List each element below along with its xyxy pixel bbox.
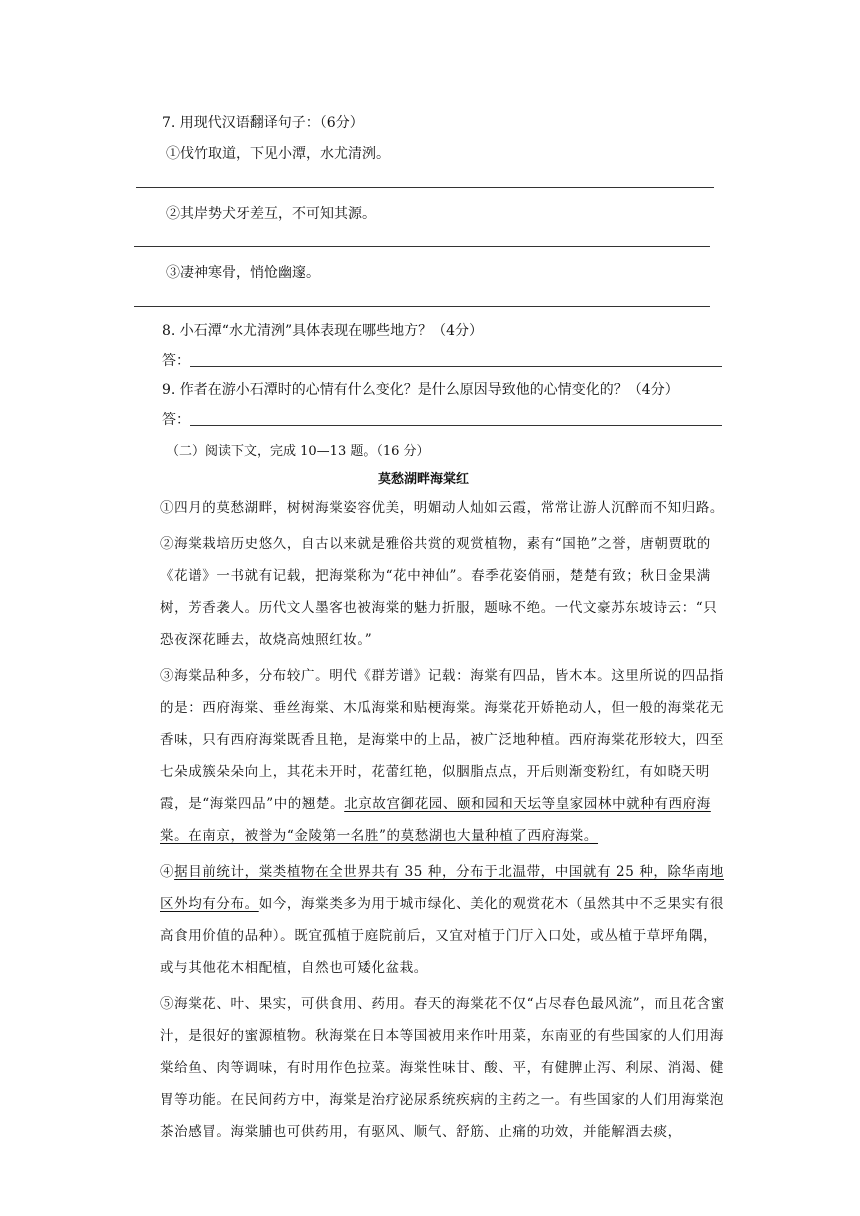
paragraph-3-text: ③海棠品种多，分布较广。明代《群芳谱》记载：海棠有四品，皆木本。这里所说的四品指的是：西府海棠、垂丝海棠、木瓜海棠和贴梗海棠。海棠花开娇艳动人，但一般的海棠花无香味，只有西府海棠既香且艳，是海棠中的上品，被广泛地种植。西府海棠花形较大，四至七朵成簇朵朵向上，其花未开时，花蕾红艳，似胭脂点点，开后则渐变粉红，有如晓天明霞，是“海棠四品”中的翘楚。 bbox=[160, 668, 724, 812]
question-8-answer-label: 答： bbox=[162, 353, 190, 369]
answer-line bbox=[134, 246, 710, 247]
answer-line bbox=[134, 306, 710, 307]
paragraph-3 bbox=[160, 660, 730, 852]
paragraph-4-underlined: 据目前统计，棠类植物在全世界共有 35 种，分布于北温带，中国就有 25 种，除华南地区外均有分布。 bbox=[160, 864, 724, 912]
section-heading: （二）阅读下文，完成 10—13 题。（16 分） bbox=[166, 444, 430, 459]
question-7-sentence-1: ①伐竹取道，下见小潭，水尤清洌。 bbox=[166, 146, 390, 162]
question-7-sentence-2: ②其岸势犬牙差互，不可知其源。 bbox=[166, 206, 376, 222]
question-8-prompt: 8. 小石潭“水尤清洌”具体表现在哪些地方？（4分） bbox=[162, 323, 484, 339]
question-7-sentence-3: ③凄神寒骨，悄怆幽邃。 bbox=[166, 265, 320, 281]
paragraph-1: ①四月的莫愁湖畔，树树海棠姿容优美，明媚动人灿如云霞，常常让游人沉醉而不知归路。 bbox=[160, 500, 724, 516]
answer-line bbox=[190, 366, 722, 367]
paragraph-4 bbox=[160, 856, 730, 984]
question-9-prompt: 9. 作者在游小石潭时的心情有什么变化？是什么原因导致他的心情变化的？（4分） bbox=[162, 382, 679, 398]
answer-line bbox=[190, 425, 722, 426]
paragraph-3-underlined: 北京故宫御花园、颐和园和天坛等皇家园林中就种有西府海棠。在南京，被誉为“金陵第一名胜”的莫愁湖也大量种植了西府海棠。 bbox=[160, 796, 711, 844]
question-7-prompt: 7. 用现代汉语翻译句子：（6分） bbox=[162, 115, 364, 131]
question-9-answer-label: 答： bbox=[162, 412, 190, 428]
paragraph-4-text: 如今，海棠类多为用于城市绿化、美化的观赏花木（虽然其中不乏果实有很高食用价值的品种）。既宜孤植于庭院前后，又宜对植于门厅入口处，或丛植于草坪角隅，或与其他花木相配植，自然也可矮化盆栽。 bbox=[160, 896, 725, 976]
paragraph-2: ②海棠栽培历史悠久，自古以来就是雅俗共赏的观赏植物，素有“国艳”之誉，唐朝贾耽的《花谱》一书就有记载，把海棠称为“花中神仙”。春季花姿俏丽，楚楚有致；秋日金果满树，芳香袭人。历代文人墨客也被海棠的魅力折服，题咏不绝。一代文豪苏东坡诗云：“只恐夜深花睡去，故烧高烛照红妆。” bbox=[160, 536, 718, 648]
paragraph-4-number: ④ bbox=[160, 864, 175, 880]
article-title: 莫愁湖畔海棠红 bbox=[378, 472, 470, 487]
answer-line bbox=[136, 187, 714, 188]
article-body bbox=[160, 492, 730, 1148]
paragraph-5: ⑤海棠花、叶、果实，可供食用、药用。春天的海棠花不仅“占尽春色最风流”，而且花含蜜汁，是很好的蜜源植物。秋海棠在日本等国被用来作叶用菜，东南亚的有些国家的人们用海棠给鱼、肉等调味，有时用作色拉菜。海棠性味甘、酸、平，有健脾止泻、利尿、消渴、健胃等功能。在民间药方中，海棠是治疗泌尿系统疾病的主药之一。有些国家的人们用海棠泡茶治感冒。海棠脯也可供药用，有驱风、顺气、舒筋、止痛的功效，并能解酒去痰， bbox=[160, 996, 725, 1140]
